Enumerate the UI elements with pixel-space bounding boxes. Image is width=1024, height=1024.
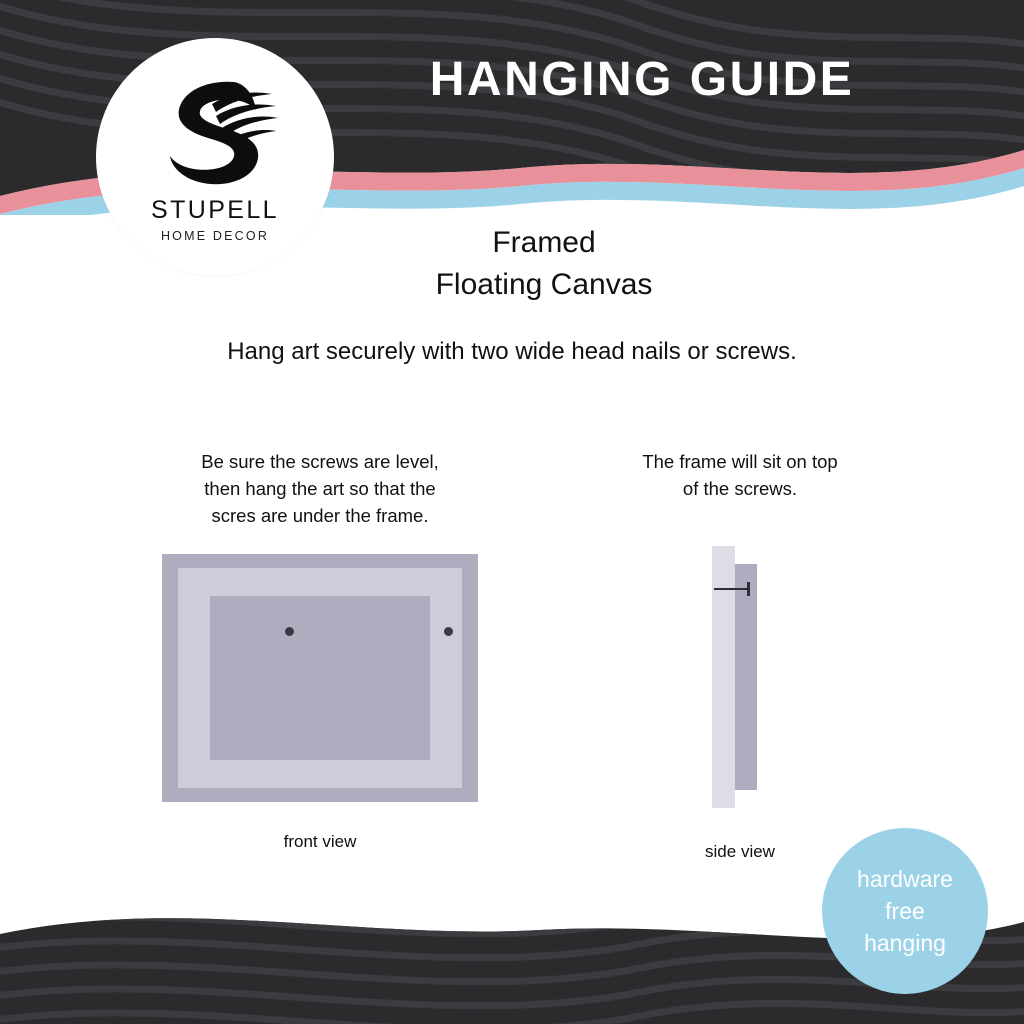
product-name [344,222,744,306]
brand-logo-badge [96,38,334,276]
logo-wordmark: STUPELL [151,196,279,224]
screw-shaft-icon [714,588,750,590]
page-title: HANGING GUIDE [429,53,855,106]
front-view-caption-line2: then hang the art so that the [204,478,436,499]
lead-instruction: Hang art securely with two wide head nails or screws. [227,338,797,365]
screw-marker-left [285,627,294,636]
canvas-face [210,596,430,760]
front-view-caption [140,448,500,529]
front-view-caption-line3: scres are under the frame. [211,505,429,526]
front-view-diagram [162,554,478,802]
product-name-line1: Framed [492,226,596,259]
screw-head-icon [747,582,750,596]
side-view-diagram [700,546,790,808]
frame-profile [735,564,757,790]
front-view-label: front view [283,832,357,851]
screw-marker-right [444,627,453,636]
side-view-caption-line2: of the screws. [682,478,798,499]
swoosh-s-logo-icon [150,74,280,194]
wall-surface [712,546,735,808]
side-view-caption [580,448,900,502]
badge-line1: hardware [857,866,953,892]
front-view-caption-line1: Be sure the screws are level, [201,451,439,472]
product-name-line2: Floating Canvas [435,268,653,301]
hardware-free-badge [822,828,988,994]
side-view-label: side view [705,842,775,861]
badge-line3: hanging [864,930,946,956]
logo-tagline: HOME DECOR [160,229,270,243]
frame-mat [178,568,462,788]
badge-line2: free [885,898,925,924]
side-view-caption-line1: The frame will sit on top [642,451,838,472]
